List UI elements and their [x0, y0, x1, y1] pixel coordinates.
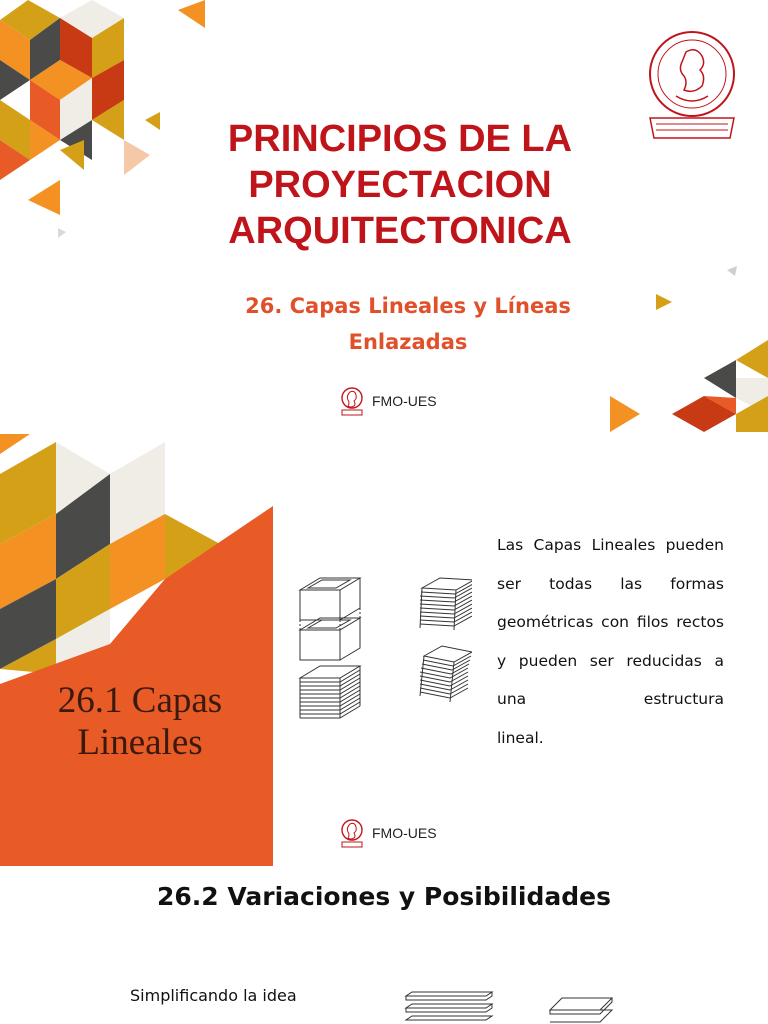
university-seal-small-icon: [340, 818, 364, 848]
presentation-title: [150, 116, 650, 254]
slide-footer: [340, 818, 437, 848]
title-slide: [0, 0, 768, 432]
title-line-2: PROYECTACION: [248, 164, 552, 206]
body-text: Las Capas Lineales pueden ser todas las formas geométricas con filos rectos y pueden ser reducidas a una estructura: [497, 536, 724, 709]
twisted-stack-drawing: [420, 578, 472, 702]
body-last-line: lineal.: [497, 728, 544, 747]
university-seal-icon: [646, 22, 738, 142]
heading-line-2: Lineales: [77, 722, 203, 763]
content-slide-capas-lineales: [0, 434, 768, 866]
university-seal-small-icon: [340, 386, 364, 416]
plates-drawing: [400, 986, 620, 1024]
section-title: 26.2 Variaciones y Posibilidades: [157, 882, 611, 911]
footer-label: FMO-UES: [372, 825, 437, 841]
body-paragraph: [497, 526, 724, 758]
slide-footer: [340, 386, 437, 416]
layered-cube-drawings: [292, 574, 472, 754]
subtitle-line-2: Enlazadas: [348, 330, 468, 354]
hollow-cubes-drawing: [300, 578, 360, 660]
footer-label: FMO-UES: [372, 393, 437, 409]
title-line-3: ARQUITECTONICA: [228, 210, 572, 252]
geometric-pattern-left: [0, 434, 290, 866]
subtitle-line-1: 26. Capas Lineales y Líneas: [245, 294, 571, 318]
stacked-plates-drawing: [300, 666, 360, 718]
title-line-1: PRINCIPIOS DE LA: [227, 118, 573, 160]
body-text: Simplificando la idea: [130, 986, 297, 1005]
presentation-subtitle: [208, 288, 608, 360]
heading-line-1: 26.1 Capas: [57, 680, 223, 721]
content-slide-variaciones: [0, 866, 768, 1024]
section-heading: [20, 680, 260, 764]
